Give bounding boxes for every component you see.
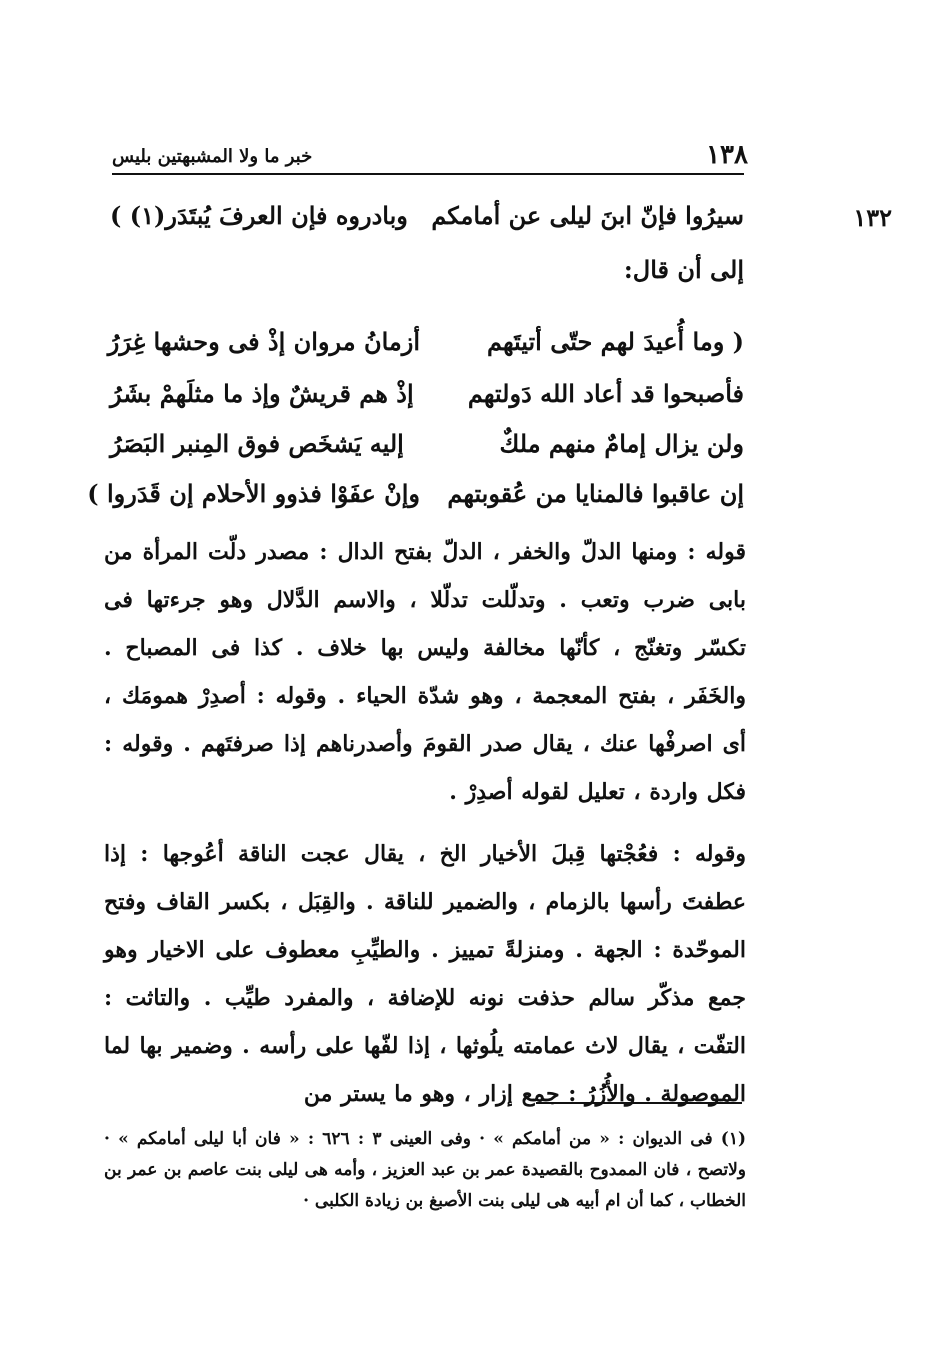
commentary-paragraph-2: وقوله : فعُجْتها قِبلَ الأخيار الخ ، يقال عجت الناقة أعُوجها : إذا عطفتَ رأسها بالزمام ، والضمير للناقة . والقِبَل ، بكسر القاف وفتح الموحّدة : الجهة . ومنزلةً تمييز . والطيِّبِ معطوف على الاخيار وهو جمع مذكّر سالم حذفت نونه للإضافة ، والمفرد طيِّب . والتاثت : التفّت ، يقال لاث عمامته يلُوثها ، إذا لفّها على رأسه . وضمير بها لما الموصولة . والأُزُرُ : جمع إزار ، وهو ما يستر من	[104, 841, 746, 1107]
footnote-rule	[536, 1102, 742, 1104]
hemistich-first: ( وما أُعيدَ لهم حتّى أتيتَهم	[486, 327, 744, 356]
hemistich-second: أزمانُ مروان إذْ فى وحشها غِرَرُ	[107, 327, 420, 356]
verse-line-opening	[110, 192, 744, 240]
footnote: (١) فى الديوان : « من أمامكم » · وفى العينى ٣ : ٦٢٦ : « فان أبا ليلى أمامكم » · ولاتصح ، فان الممدوح بالقصيدة عمر بن عبد العزيز ، وأمه هى ليلى بنت عاصم بن عمر بن الخطاب ، كما أن ام أبيه هى ليلى بنت الأصبغ بن زيادة الكلبى ·	[104, 1129, 746, 1211]
hemistich-second: وإنْ عفَوْا فذوو الأحلام إن قَدَروا )	[87, 479, 420, 508]
hemistich-second: إليه يَشخَص فوق المِنبر البَصَرُ	[110, 429, 404, 458]
page-number: ١٣٨	[706, 140, 748, 170]
verse-line	[107, 318, 744, 366]
verse-line	[87, 470, 744, 518]
verse-line	[110, 420, 744, 468]
verse-line	[110, 370, 744, 418]
header-rule	[112, 173, 744, 175]
page-header	[112, 128, 748, 172]
hemistich-first: سيرُوا فإنّ ابنَ ليلى عن أمامكم	[431, 201, 744, 230]
running-title: خبر ما ولا المشبهتين بليس	[112, 146, 313, 167]
hemistich-first: ولن يزال إمامٌ منهم ملكٌ	[499, 429, 744, 458]
hemistich-second: إذْ هم قريشٌ وإذ ما مثلَهمْ بشَرُ	[110, 379, 414, 408]
verse-number: ١٣٢	[853, 203, 892, 232]
commentary-paragraph-1: قوله : ومنها الدلّ والخفر ، الدلّ بفتح الدال : مصدر دلّت المرأة من بابى ضرب وتعب . وتدلّلت تدلّلا ، والاسم الدَّلال وهو جرءتها فى تكسّر وتغنّج ، كأنّها مخالفة وليس بها خلاف . كذا فى المصباح . والخَفَر ، بفتح المعجمة ، وهو شدّة الحياء . وقوله : أصدِرْ همومَك ، أى اصرفْها عنك ، يقال صدر القومَ وأصدرناهم إذا صرفتَهم . وقوله : فكل واردة ، تعليل لقوله أصدِرْ .	[104, 539, 746, 805]
hemistich-first: إن عاقبوا فالمنايا من عُقوبتهم	[447, 479, 744, 508]
hemistich-first: فأصبحوا قد أعاد الله دَولتهم	[467, 379, 744, 408]
hemistich-second: وبادروه فإن العرفَ يُبتَدَر(١) )	[110, 201, 408, 230]
transition-line: إلى أن قال:	[623, 255, 744, 284]
